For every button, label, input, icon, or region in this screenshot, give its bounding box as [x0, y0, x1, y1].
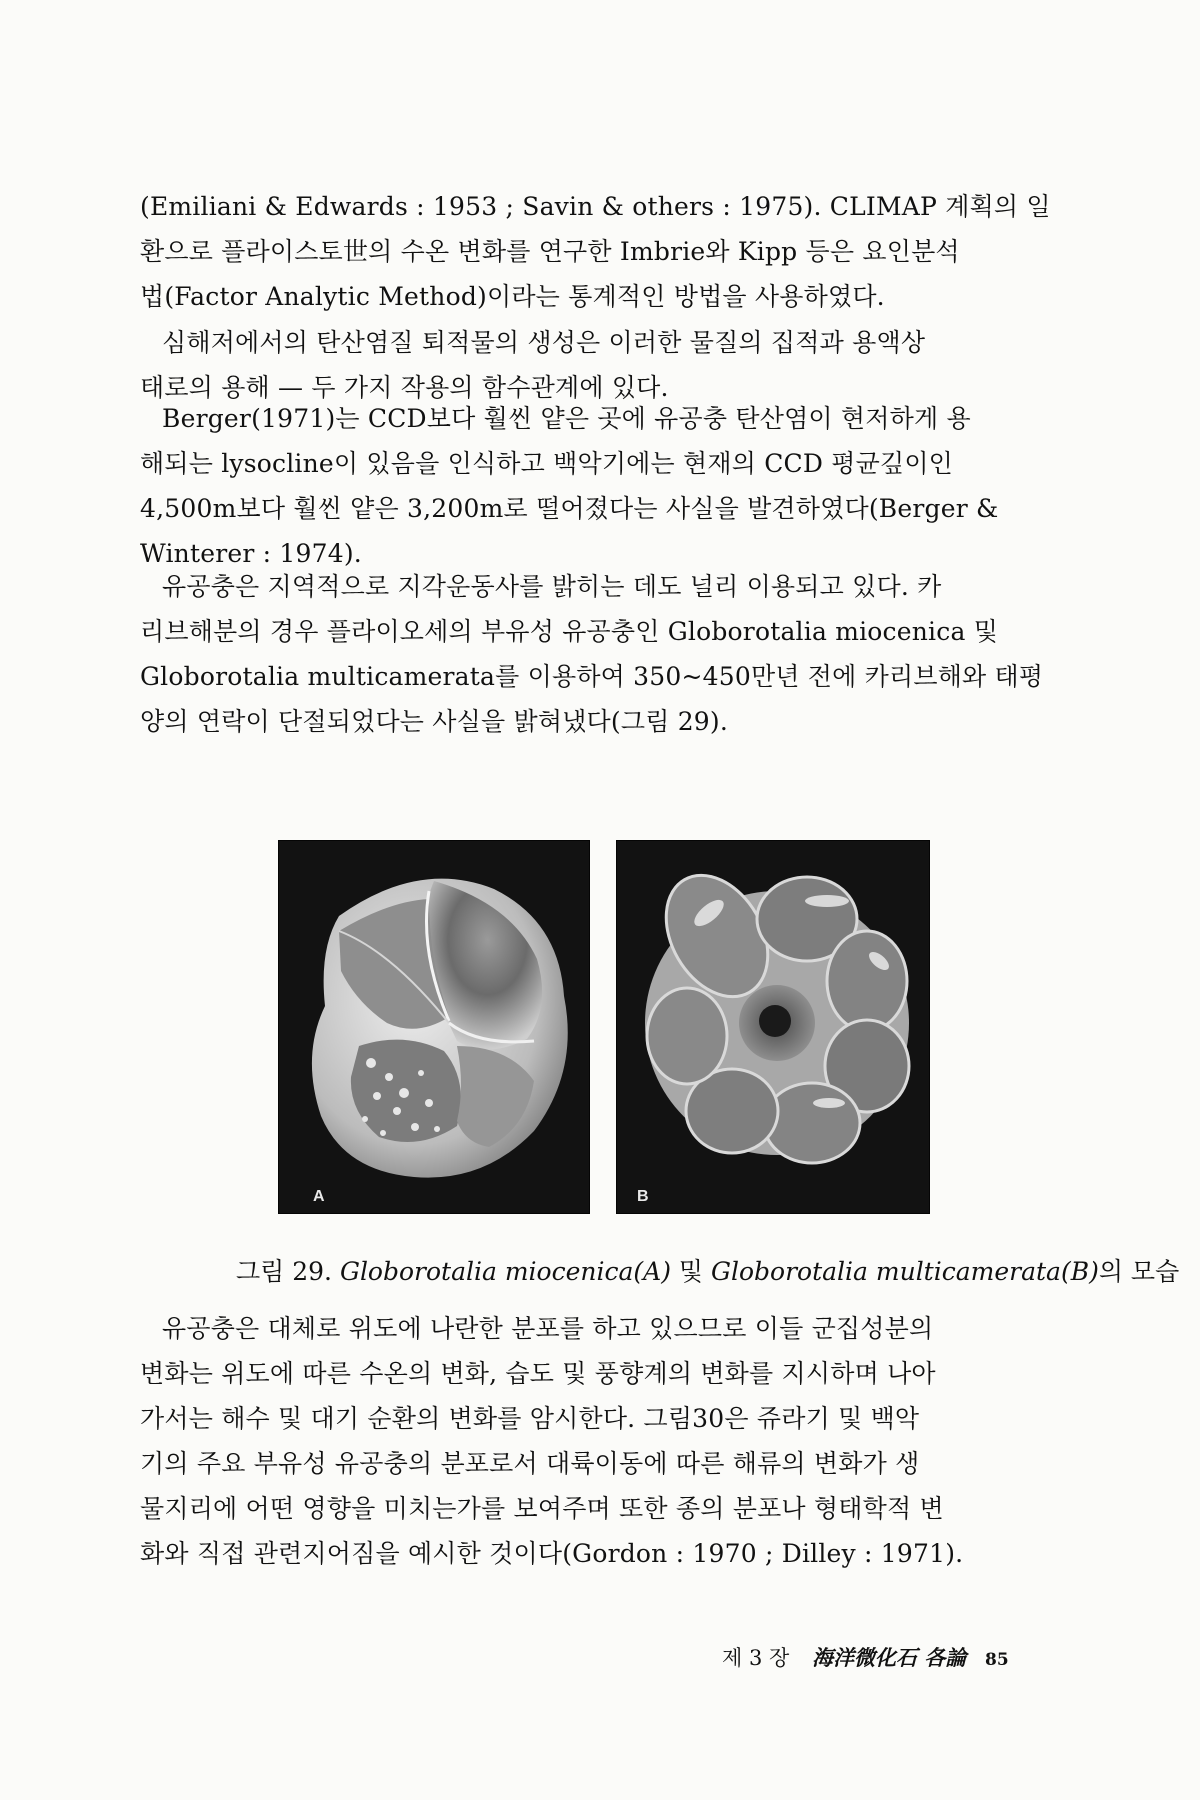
- fossil-a-image: [279, 841, 589, 1213]
- paragraph-5: [140, 1306, 1060, 1576]
- text-line: 환으로 플라이스토世의 수온 변화를 연구한 Imbrie와 Kipp 등은 요인분석: [140, 237, 960, 266]
- fossil-photo-b: [616, 840, 930, 1214]
- text-line: 화와 직접 관련지어짐을 예시한 것이다(Gordon : 1970 ; Dilley : 1971).: [140, 1539, 964, 1568]
- caption-species-a: Globorotalia miocenica(A): [339, 1257, 671, 1286]
- text-line: 리브해분의 경우 플라이오세의 부유성 유공충인 Globorotalia miocenica 및: [140, 617, 999, 646]
- caption-connector: 및: [678, 1257, 704, 1286]
- text-line: 유공충은 지역적으로 지각운동사를 밝히는 데도 널리 이용되고 있다. 카: [162, 572, 942, 601]
- text-line: 가서는 해수 및 대기 순환의 변화를 암시한다. 그림30은 쥬라기 및 백악: [140, 1404, 920, 1433]
- text-line: Berger(1971)는 CCD보다 훨씬 얕은 곳에 유공충 탄산염이 현저하게 용: [162, 404, 971, 433]
- fossil-b-image: [617, 841, 929, 1213]
- caption-species-b: Globorotalia multicamerata(B): [711, 1257, 1099, 1286]
- text-line: 변화는 위도에 따른 수온의 변화, 습도 및 풍향계의 변화를 지시하며 나아: [140, 1359, 936, 1388]
- text-line: 심해저에서의 탄산염질 퇴적물의 생성은 이러한 물질의 집적과 용액상: [162, 328, 926, 357]
- text-line: 법(Factor Analytic Method)이라는 통계적인 방법을 사용하였다.: [140, 282, 885, 311]
- paragraph-4: [140, 564, 1060, 744]
- figure-caption: [236, 1252, 1180, 1288]
- page-footer: [722, 1642, 1062, 1672]
- fossil-figure: [278, 840, 928, 1220]
- footer-chapter: 제 3 장: [722, 1646, 790, 1670]
- caption-tail: 의 모습: [1098, 1257, 1180, 1286]
- text-line: Winterer : 1974).: [140, 539, 362, 568]
- page-number: 85: [984, 1650, 1009, 1670]
- fossil-photo-a: [278, 840, 590, 1214]
- paragraph-3: [140, 396, 1060, 576]
- footer-title: 海洋微化石 各論: [811, 1645, 967, 1670]
- text-line: 해되는 lysocline이 있음을 인식하고 백악기에는 현재의 CCD 평균깊이인: [140, 449, 954, 478]
- text-line: (Emiliani & Edwards : 1953 ; Savin & others : 1975). CLIMAP 계획의 일: [140, 192, 1051, 221]
- text-line: Globorotalia multicamerata를 이용하여 350~450만년 전에 카리브해와 태평: [140, 662, 1044, 691]
- text-line: 기의 주요 부유성 유공충의 분포로서 대륙이동에 따른 해류의 변화가 생: [140, 1449, 920, 1478]
- text-line: 물지리에 어떤 영향을 미치는가를 보여주며 또한 종의 분포나 형태학적 변: [140, 1494, 944, 1523]
- caption-number: 그림 29.: [236, 1257, 333, 1286]
- text-line: 4,500m보다 훨씬 얕은 3,200m로 떨어졌다는 사실을 발견하였다(Berger &: [140, 494, 999, 523]
- text-line: 태로의 용해 — 두 가지 작용의 함수관계에 있다.: [140, 373, 669, 402]
- text-line: 양의 연락이 단절되었다는 사실을 밝혀냈다(그림 29).: [140, 707, 729, 736]
- text-line: 유공충은 대체로 위도에 나란한 분포를 하고 있으므로 이들 군집성분의: [162, 1314, 934, 1343]
- panel-label-b: B: [637, 1188, 649, 1205]
- panel-label-a: A: [313, 1188, 325, 1205]
- paragraph-1: [140, 184, 1060, 319]
